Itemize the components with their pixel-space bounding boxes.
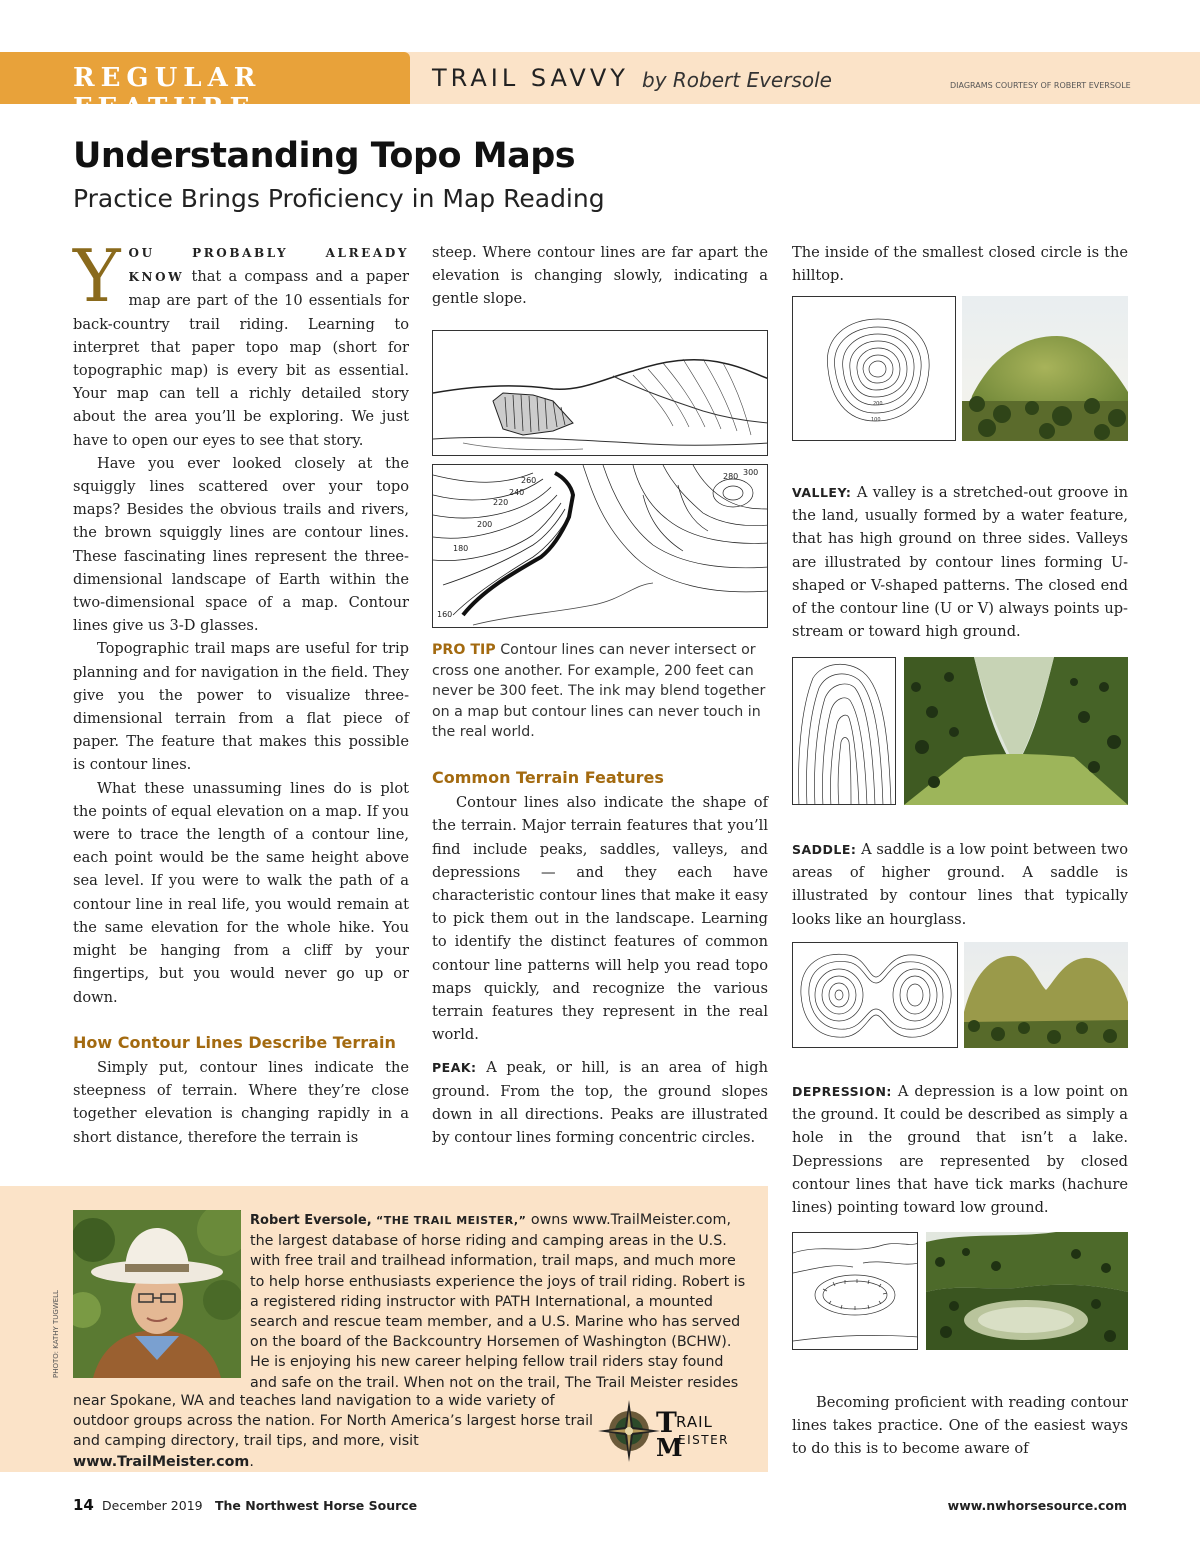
bio-name: Robert Eversole,: [250, 1213, 372, 1228]
page-number: 14: [73, 1496, 94, 1514]
paragraph-3: Topographic trail maps are useful for trip planning and for navigation in the field. They give you the power to visualize three-dimensional terrain from a flat piece of paper. The feature that makes this possible is contour lines.: [73, 640, 409, 774]
saddle-text: A saddle is a low point between two areas of higher ground. A saddle is illustrated by contour lines that typically looks like an hourglass.: [792, 841, 1128, 928]
depression-text: A depression is a low point on the ground. It could be described as simply a hole in the ground that isn’t a lake. Depressions are represented by closed contour lines that have tick marks (hachure lines) pointing toward low ground.: [792, 1083, 1128, 1217]
publication-url[interactable]: www.nwhorsesource.com: [947, 1498, 1127, 1513]
depression-render-image: [926, 1232, 1128, 1350]
feature-label: REGULAR FEATURE: [73, 63, 262, 123]
bio-text-end: .: [249, 1453, 254, 1470]
article-subtitle: Practice Brings Proficiency in Map Reading: [73, 184, 605, 213]
paragraph-closing: Becoming proficient with reading contour lines takes practice. One of the easiest ways to do this is to become aware of: [792, 1394, 1128, 1458]
paragraph-peak: [432, 1056, 768, 1149]
term-depression: DEPRESSION:: [792, 1084, 892, 1099]
paragraph-hilltop: The inside of the smallest closed circle is the hilltop.: [792, 244, 1128, 285]
trail-meister-logo: [598, 1400, 748, 1462]
issue-date: December 2019: [102, 1498, 203, 1513]
author-photo: [73, 1210, 241, 1378]
byline: by Robert Eversole: [642, 68, 832, 92]
paragraph-contour: Simply put, contour lines indicate the steepness of terrain. Where they’re close together elevation is changing rapidly in a short distance, therefore the terrain is: [73, 1058, 409, 1146]
column-3-top: [792, 241, 1128, 287]
peak-label-200: 200: [873, 401, 883, 407]
publication-name: The Northwest Horse Source: [215, 1498, 418, 1513]
peak-render-image: [962, 296, 1128, 441]
contour-label-160: 160: [437, 610, 453, 619]
section-heading-terrain: Common Terrain Features: [432, 768, 664, 787]
saddle-block: [792, 838, 1128, 931]
term-valley: VALLEY:: [792, 485, 852, 500]
valley-render-image: [904, 657, 1128, 805]
bio-text-a: owns www.TrailMeister.com, the largest database of horse riding and camping areas in the U.S. with free trail and trailhead information, trail maps, and much more to help horse enthusiasts experience the joys of trail riding. Robert is a registered riding instructor with PATH International, a mounted search and rescue team member, and a U.S. Marine who has served on the board of the Backcountry Horsemen of Washington (BCHW). He is enjoying his new career helping fellow trail riders stay found and safe on the trail. When not on the trail, The Trail Meister resides: [250, 1212, 746, 1391]
intro-text: that a compass and a paper map are part of the 10 essentials for back-country trail riding. Learning to interpret that paper topo map (short for topographic map) is every bit as essential. Your map can tell a richly detailed story about the area you’ll be exploring. We just have to open our eyes to see that story.: [73, 268, 409, 449]
contour-map-figure: [432, 464, 768, 628]
series-title: TRAIL SAVVY: [432, 64, 629, 92]
pro-tip-label: PRO TIP: [432, 642, 496, 658]
logo-text-eister: EISTER: [678, 1433, 729, 1447]
diagram-credit: DIAGRAMS COURTESY OF ROBERT EVERSOLE: [950, 81, 1131, 90]
pro-tip-text: Contour lines can never intersect or cross one another. For example, 200 feet can never be 300 feet. The ink may blend together on a map but contour lines can never touch in the real world.: [432, 642, 766, 740]
landscape-sketch-figure: [432, 330, 768, 456]
column-2-top: [432, 241, 768, 311]
saddle-render-image: [964, 942, 1128, 1048]
article-title: Understanding Topo Maps: [73, 136, 576, 176]
depression-contour-figure: [792, 1232, 918, 1350]
valley-contour-figure: [792, 657, 896, 805]
contour-label-240: 240: [509, 488, 525, 497]
paragraph-valley: [792, 481, 1128, 643]
term-saddle: SADDLE:: [792, 842, 857, 857]
bio-text-lower: [73, 1391, 603, 1472]
contour-label-260: 260: [521, 476, 537, 485]
peak-label-100: 100: [871, 417, 881, 423]
logo-letter-m: M: [656, 1433, 683, 1462]
paragraph-intro: [73, 234, 409, 452]
bio-text-upper: [250, 1210, 750, 1393]
bio-text-b: near Spokane, WA and teaches land navigation to a wide variety of outdoor groups across the nation. For North America’s largest horse trail and camping directory, trail tips, and more, visit: [73, 1393, 594, 1450]
paragraph-2: Have you ever looked closely at the squiggly lines scattered over your topo maps? Besides the obvious trails and rivers, the brown squiggly lines are contour lines. These fascinating lines represent the three-dimensional landscape of Earth within the two-dimensional space of a map. Contour lines give us 3-D glasses.: [73, 454, 409, 635]
paragraph-steep: steep. Where contour lines are far apart the elevation is changing slowly, indicating a gentle slope.: [432, 244, 768, 308]
lead-caps: OU PROBABLY ALREADY KNOW: [128, 246, 409, 285]
depression-block: [792, 1080, 1128, 1219]
contour-label-220: 220: [493, 498, 509, 507]
logo-text-rail: RAIL: [676, 1413, 713, 1431]
contour-label-280: 280: [723, 472, 739, 481]
dropcap: Y: [73, 234, 121, 318]
contour-label-300: 300: [743, 468, 759, 477]
contour-label-200: 200: [477, 520, 493, 529]
paragraph-terrain: Contour lines also indicate the shape of the terrain. Major terrain features that you’ll find include peaks, saddles, valleys, and depressions — and they each have characteristic contour lines that make it easy to pick them out in the landscape. Learning to identify the distinct features of common contour line patterns will help you read topo maps quickly, and recognize the various terrain features they represent in the real world.: [432, 794, 768, 1044]
section-heading-contour: How Contour Lines Describe Terrain: [73, 1032, 396, 1052]
logo-letter-t: T: [656, 1406, 677, 1439]
contour-label-180: 180: [453, 544, 469, 553]
valley-block: [792, 481, 1128, 643]
column-1: [73, 234, 409, 1149]
feature-tab: [0, 52, 410, 123]
paragraph-depression: [792, 1080, 1128, 1219]
pro-tip: [432, 640, 768, 743]
compass-rose-icon: [598, 1400, 660, 1462]
bio-nickname: “THE TRAIL MEISTER,”: [371, 1214, 527, 1227]
peak-contour-figure: [792, 296, 956, 441]
photo-credit: PHOTO: KATHY TUGWELL: [52, 1290, 60, 1378]
term-peak: PEAK:: [432, 1060, 477, 1076]
trailmeister-link[interactable]: www.TrailMeister.com: [73, 1453, 250, 1470]
paragraph-saddle: [792, 838, 1128, 931]
peak-text: A peak, or hill, is an area of high ground. From the top, the ground slopes down in all directions. Peaks are illustrated by contour lines forming concentric circles.: [432, 1059, 768, 1147]
closing-block: [792, 1391, 1128, 1461]
column-2-bottom: [432, 766, 768, 1149]
valley-text: A valley is a stretched-out groove in the land, usually formed by a water feature, that has high ground on three sides. Valleys are illustrated by contour lines forming U-shaped or V-shaped patterns. The closed end of the contour line (U or V) always points up-stream or toward high ground.: [792, 484, 1128, 641]
saddle-contour-figure: [792, 942, 958, 1048]
paragraph-4: What these unassuming lines do is plot the points of equal elevation on a map. If you were to trace the length of a contour line, each point would be the same height above sea level. If you were to walk the path of a contour line in real life, you would remain at the same elevation for the whole hike. You might be hanging from a cliff by your fingertips, but you would never go up or down.: [73, 779, 409, 1006]
